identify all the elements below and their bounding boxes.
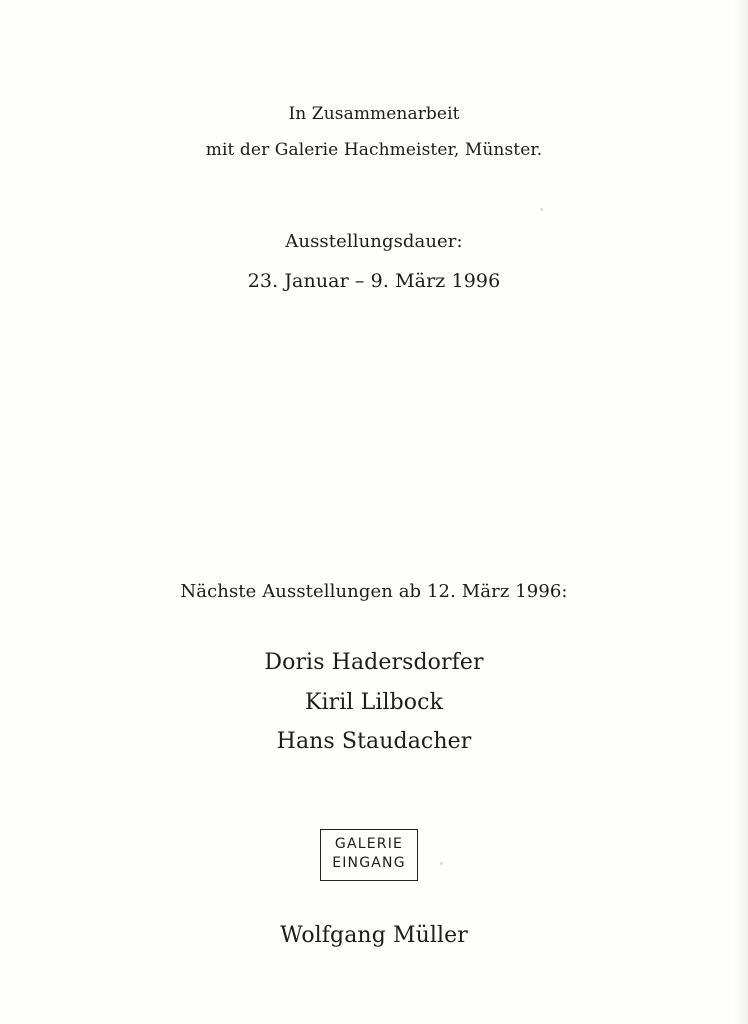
logo-line-1: GALERIE [334,836,404,852]
artist-name: Doris Hadersdorfer [264,650,484,675]
artist-name: Hans Staudacher [276,729,472,754]
paper-speck [540,208,543,211]
duration-dates: 23. Januar – 9. März 1996 [247,270,501,292]
artist-name: Kiril Lilbock [304,690,444,715]
gallery-owner-name: Wolfgang Müller [280,923,468,948]
logo-line-2: EINGANG [332,855,406,871]
paper-speck [440,862,443,865]
galerie-eingang-logo [320,829,418,881]
next-exhibitions-heading: Nächste Ausstellungen ab 12. März 1996: [180,581,568,602]
duration-label: Ausstellungsdauer: [285,231,463,252]
intro-line-2: mit der Galerie Hachmeister, Münster. [205,140,543,160]
intro-line-1: In Zusammenarbeit [288,104,460,124]
